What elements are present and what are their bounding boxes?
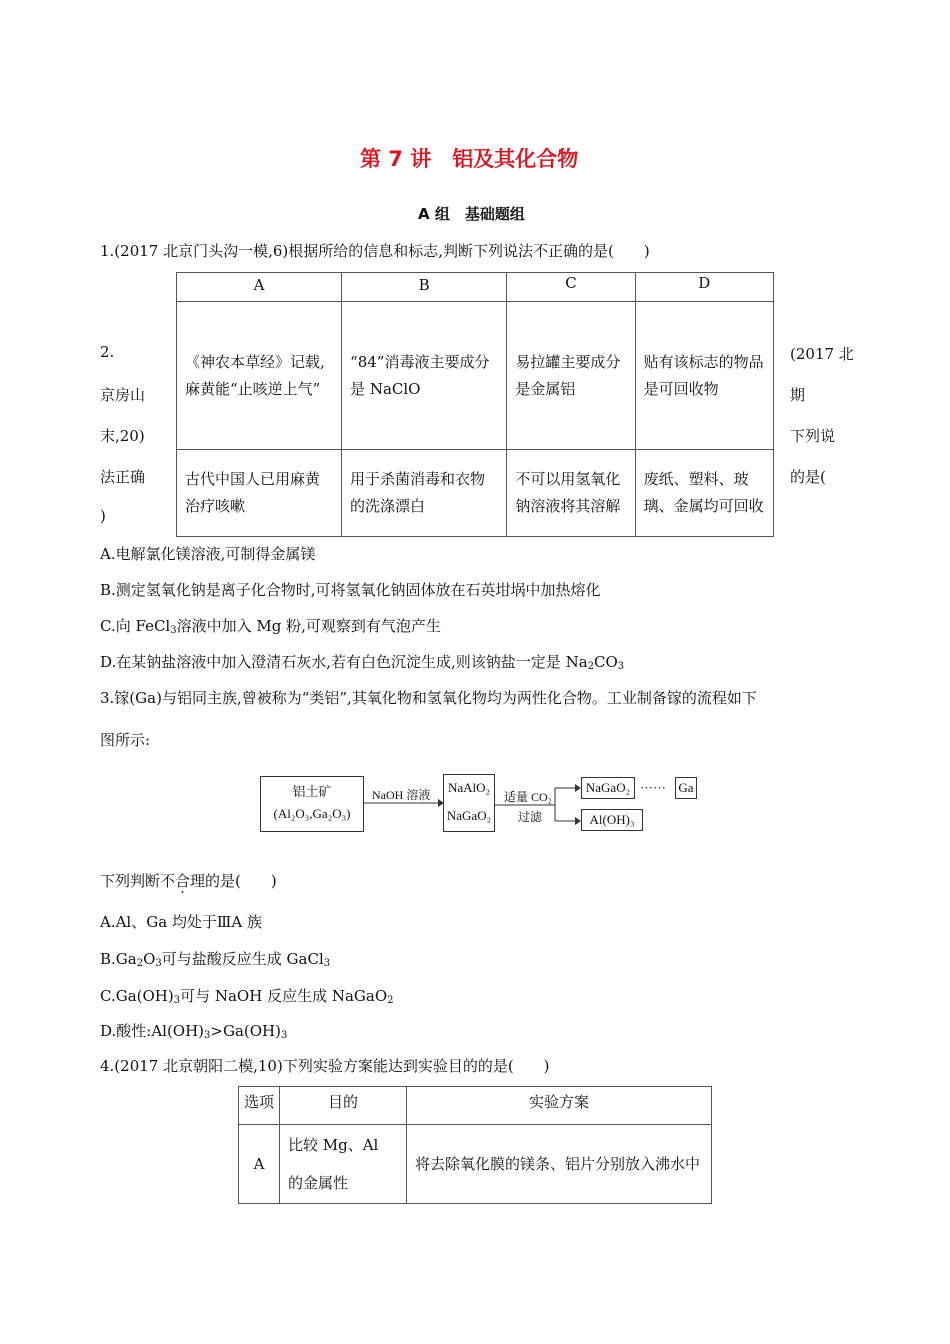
q1-cell-b2: 用于杀菌消毒和衣物的洗涤漂白 [342, 450, 507, 537]
flow-arrow-branch [495, 780, 585, 830]
q3-option-a: A.Al、Ga 均处于ⅢA 族 [100, 913, 262, 931]
q4-cell-goal: 比较 Mg、Al 的金属性 [280, 1125, 407, 1204]
q2-left-fragment: 法正确 [100, 468, 146, 486]
q2-left-fragment: 2. [100, 343, 115, 361]
flow-out-bottom-box: Al(OH)₃ [581, 809, 643, 831]
q4-header-plan: 实验方案 [407, 1087, 712, 1125]
q1-header-c: C [507, 273, 635, 302]
q1-cell-b1: “84”消毒液主要成分是 NaClO [342, 302, 507, 450]
q4-cell-plan: 将去除氧化膜的镁条、铝片分别放入沸水中 [407, 1125, 712, 1204]
q1-cell-a2: 古代中国人已用麻黄治疗咳嗽 [177, 450, 342, 537]
q3-stem-line2: 图所示: [100, 731, 151, 749]
q2-left-fragment: 京房山 [100, 386, 146, 404]
q4-header-goal: 目的 [280, 1087, 407, 1125]
flow-out-top-box: NaGaO₂ [581, 777, 635, 799]
q2-left-fragment: ) [100, 507, 106, 525]
q2-option-b: B.测定氢氧化钠是离子化合物时,可将氢氧化钠固体放在石英坩埚中加热熔化 [100, 581, 601, 599]
q4-cell-option: A [239, 1125, 280, 1204]
q1-header-a: A [177, 273, 342, 302]
q1-cell-a1: 《神农本草经》记载,麻黄能“止咳逆上气” [177, 302, 342, 450]
q1-cell-c1: 易拉罐主要成分是金属铝 [507, 302, 635, 450]
flow-ore-box: 铝土矿 (Al₂O₃,Ga₂O₃) [260, 776, 364, 832]
question-1-stem: 1.(2017 北京门头沟一模,6)根据所给的信息和标志,判断下列说法不正确的是( ) [100, 242, 650, 260]
q1-cell-d1: 贴有该标志的物品是可回收物 [635, 302, 773, 450]
q3-option-c: $C.Ga(OH)_3$可与 NaOH 反应生成 NaGaO$_2$ [100, 987, 394, 1006]
flow-step2-sublabel: 过滤 [518, 810, 543, 824]
q4-table [238, 1086, 712, 1204]
section-heading: A 组 基础题组 [418, 205, 525, 223]
q1-cell-c2: 不可以用氢氧化钠溶液将其溶解 [507, 450, 635, 537]
q1-cell-d2: 废纸、塑料、玻璃、金属均可回收 [635, 450, 773, 537]
q2-right-fragment: 的是( [790, 468, 826, 486]
flow-dots: ······ [640, 780, 666, 795]
flow-mid-box: NaAlO₂ NaGaO₂ [443, 774, 495, 832]
q3-stem-line1: 3.镓(Ga)与铝同主族,曾被称为“类铝”,其氧化物和氢氧化物均为两性化合物。工业制备镓的流程如下 [100, 689, 757, 707]
q4-header-option: 选项 [239, 1087, 280, 1125]
flow-step2-label: 适量 CO₂ [504, 790, 552, 804]
q1-header-d: D [635, 273, 773, 302]
q3-option-b: $B.Ga_2O_3$可与盐酸反应生成 GaCl$_3$ [100, 950, 331, 969]
q1-header-b: B [342, 273, 507, 302]
q2-right-fragment: 期 [790, 386, 806, 404]
q3-judge: 下列判断不合理的是( ) [100, 872, 277, 890]
q2-option-a: A.电解氯化镁溶液,可制得金属镁 [100, 545, 316, 563]
page-title: 第 7 讲 铝及其化合物 [360, 147, 579, 171]
flow-step1-label: NaOH 溶液 [372, 788, 431, 802]
q4-stem: 4.(2017 北京朝阳二模,10)下列实验方案能达到实验目的的是( ) [100, 1057, 550, 1075]
q2-left-fragment: 末,20) [100, 427, 145, 445]
question-1-table [176, 272, 774, 537]
q2-right-fragment: (2017 北 [790, 345, 854, 363]
q3-option-d: D.酸性$:Al(OH)_3>Ga(OH)_3$ [100, 1022, 288, 1041]
flow-arrow-1 [364, 798, 444, 808]
q2-right-fragment: 下列说 [790, 427, 836, 445]
q2-option-d: D.在某钠盐溶液中加入澄清石灰水,若有白色沉淀生成,则该钠盐一定是 $Na_2CO_3$ [100, 653, 625, 672]
q2-option-c: C.向 FeCl$_3$溶液中加入 Mg 粉,可观察到有气泡产生 [100, 617, 441, 636]
flow-final-box: Ga [675, 777, 697, 799]
